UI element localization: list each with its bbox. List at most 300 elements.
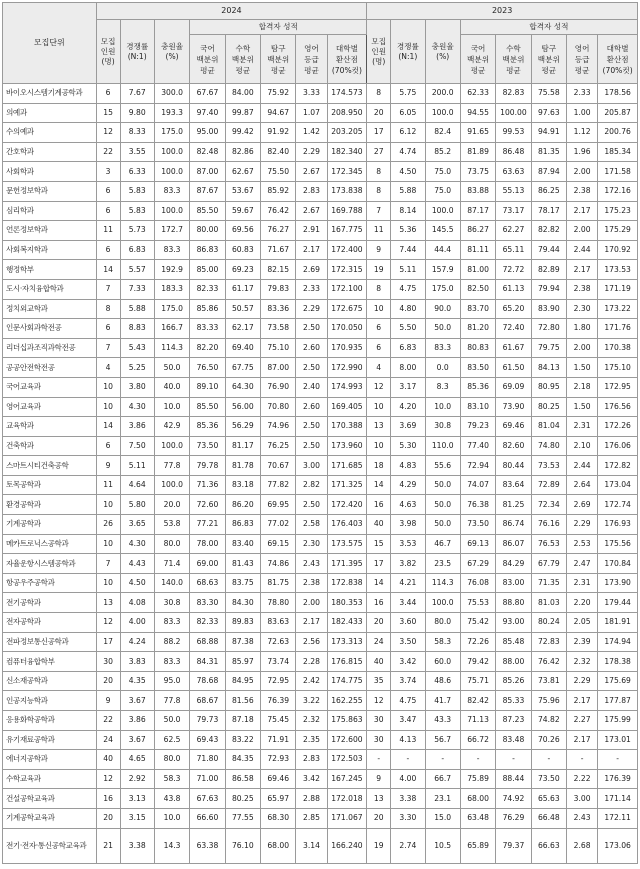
competition-2023-cell: 3.60 [391,613,425,633]
converted-2024-cell: 172.990 [327,358,367,378]
math-2023-cell: 84.29 [496,554,531,574]
converted-2024-cell: 170.388 [327,417,367,437]
fill-rate-2024-cell: 83.3 [154,652,189,672]
unit-name-cell: 언론정보학과 [3,221,97,241]
math-2024-cell: 81.43 [225,554,260,574]
converted-2023-cell: 175.56 [598,534,638,554]
year-2024-header: 2024 [96,3,367,20]
korean-2024-cell: 82.48 [190,142,225,162]
fill-rate-2023-cell: 157.9 [425,260,460,280]
table-row [3,789,638,809]
competition-2024-cell: 5.73 [120,221,154,241]
converted-2023-cell: 175.29 [598,221,638,241]
quota-2023-cell: 16 [367,495,391,515]
competition-2023-cell: 3.74 [391,671,425,691]
english-2024-cell: 2.88 [296,789,327,809]
inquiry-2024-cell: 75.50 [261,162,296,182]
math-2024-cell: 84.00 [225,84,260,104]
fill-rate-2023-cell: 100.0 [425,201,460,221]
english-2024-cell: 3.14 [296,828,327,863]
english-2024-cell: 1.07 [296,103,327,123]
math-2024-cell: 82.86 [225,142,260,162]
converted-2024-cell: 169.405 [327,397,367,417]
inquiry-2024-cell: 68.30 [261,808,296,828]
quota-2023-cell: 12 [367,691,391,711]
inquiry-2024-cell: 83.36 [261,299,296,319]
fill-rate-2023-cell: 50.0 [425,515,460,535]
fill-rate-2024-cell: 140.0 [154,573,189,593]
inquiry-2023-cell: 81.03 [531,593,566,613]
competition-2023-cell: 5.36 [391,221,425,241]
inquiry-2024-cell: 70.67 [261,456,296,476]
korean-2023-cell: 82.50 [460,279,495,299]
converted-2023-cell: 178.38 [598,652,638,672]
math-2023-cell: 61.13 [496,279,531,299]
inquiry-2023-cell: 72.83 [531,632,566,652]
unit-name-cell: 유기재료공학과 [3,730,97,750]
quota-2023-cell: 30 [367,730,391,750]
quota-2024-cell: 3 [96,162,120,182]
math-2024-cell: 86.83 [225,515,260,535]
korean-2024-cell: 79.78 [190,456,225,476]
quota-2024-cell: 20 [96,808,120,828]
converted-2023-cell: 200.76 [598,123,638,143]
inquiry-2024-cell: 72.63 [261,632,296,652]
inquiry-2024-cell: 78.80 [261,593,296,613]
converted-2024-cell: 175.863 [327,711,367,731]
quota-2024-cell: 7 [96,554,120,574]
fill-rate-2023-cell: 48.6 [425,671,460,691]
math-2024-cell: 86.20 [225,495,260,515]
converted-2024-cell: 174.573 [327,84,367,104]
math-2023-cell: 88.00 [496,652,531,672]
unit-name-cell: 리더십과조직과학전공 [3,338,97,358]
competition-2023-cell: 4.80 [391,299,425,319]
competition-2023-cell: 5.75 [391,84,425,104]
quota-2023-cell: 13 [367,417,391,437]
fill-rate-2023-cell: 145.5 [425,221,460,241]
fill-rate-header-2023: 충원율 (%) [425,20,460,84]
fill-rate-2023-cell: 58.3 [425,632,460,652]
quota-2023-cell: 8 [367,181,391,201]
score-group-header-2024: 합격자 성적 [190,20,367,35]
english-2023-cell: 2.44 [567,456,598,476]
english-2023-cell: 2.43 [567,808,598,828]
english-2023-cell: 2.39 [567,632,598,652]
korean-2023-cell: 77.40 [460,436,495,456]
table-body [3,84,638,864]
converted-2024-cell: 172.600 [327,730,367,750]
fill-rate-2024-cell: 100.0 [154,201,189,221]
inquiry-2023-cell: 76.53 [531,534,566,554]
converted-2023-cell: 177.87 [598,691,638,711]
fill-rate-2023-cell: 50.0 [425,475,460,495]
competition-2023-cell: 5.11 [391,260,425,280]
competition-2024-cell: 7.33 [120,279,154,299]
english-2023-cell: 2.17 [567,691,598,711]
math-2024-cell: 99.87 [225,103,260,123]
inquiry-header-2023: 탐구 백분위 평균 [531,35,566,84]
fill-rate-2024-cell: 100.0 [154,162,189,182]
inquiry-2023-cell: 79.44 [531,240,566,260]
table-row [3,691,638,711]
english-2023-cell: 2.22 [567,769,598,789]
quota-2023-cell: 19 [367,828,391,863]
math-2024-cell: 56.29 [225,417,260,437]
korean-2024-cell: 67.63 [190,789,225,809]
fill-rate-2023-cell: 56.7 [425,730,460,750]
inquiry-2024-cell: 65.97 [261,789,296,809]
quota-2023-cell: 9 [367,240,391,260]
unit-name-cell: 문헌정보학과 [3,181,97,201]
korean-2023-cell: 73.50 [460,515,495,535]
fill-rate-2024-cell: 50.0 [154,711,189,731]
fill-rate-2023-cell: 15.0 [425,808,460,828]
math-2024-cell: 61.17 [225,279,260,299]
english-2023-cell: 2.17 [567,260,598,280]
converted-2024-cell: 182.433 [327,613,367,633]
korean-2023-cell: 76.08 [460,573,495,593]
competition-2023-cell: 4.50 [391,162,425,182]
quota-2024-cell: 22 [96,142,120,162]
quota-2023-cell: 19 [367,260,391,280]
english-2024-cell: 2.85 [296,808,327,828]
english-2023-cell: 2.68 [567,828,598,863]
inquiry-2024-cell: 91.92 [261,123,296,143]
converted-2023-cell: 170.38 [598,338,638,358]
fill-rate-2024-cell: 77.8 [154,456,189,476]
math-2024-cell: 60.83 [225,240,260,260]
unit-name-cell: 전자공학과 [3,613,97,633]
unit-name-cell: 자율운항시스템공학과 [3,554,97,574]
unit-name-cell: 수의예과 [3,123,97,143]
math-2024-cell: 50.57 [225,299,260,319]
quota-2023-cell: 18 [367,456,391,476]
english-2024-cell: 2.50 [296,436,327,456]
korean-2024-cell: 85.86 [190,299,225,319]
english-2023-cell: 2.47 [567,554,598,574]
unit-name-cell: 공공안전학전공 [3,358,97,378]
math-2024-cell: 59.67 [225,201,260,221]
korean-2024-cell: 78.68 [190,671,225,691]
quota-2024-cell: 6 [96,201,120,221]
inquiry-2024-cell: 75.92 [261,84,296,104]
inquiry-2024-cell: 68.00 [261,828,296,863]
fill-rate-2023-cell: 90.0 [425,299,460,319]
table-row [3,495,638,515]
fill-rate-header-2024: 충원율 (%) [154,20,189,84]
converted-2023-cell: 174.94 [598,632,638,652]
english-2024-cell: 2.56 [296,632,327,652]
table-row [3,358,638,378]
competition-2023-cell: 3.42 [391,652,425,672]
competition-2024-cell: 7.50 [120,436,154,456]
korean-2023-cell: 72.26 [460,632,495,652]
english-2024-cell: 2.32 [296,711,327,731]
converted-2023-cell: 173.22 [598,299,638,319]
fill-rate-2023-cell: 75.0 [425,162,460,182]
competition-2023-cell: 4.63 [391,495,425,515]
english-2023-cell: 2.31 [567,573,598,593]
table-header [3,3,638,84]
inquiry-2024-cell: 71.67 [261,240,296,260]
english-2023-cell: 2.38 [567,279,598,299]
unit-name-cell: 전기·전자·통신공학교육과 [3,828,97,863]
competition-2024-cell: 3.86 [120,711,154,731]
math-2024-cell: 83.18 [225,475,260,495]
table-row [3,260,638,280]
inquiry-2024-cell: 74.86 [261,554,296,574]
korean-2024-cell: 67.67 [190,84,225,104]
competition-header-2024: 경쟁률 (N:1) [120,20,154,84]
quota-2024-cell: 10 [96,534,120,554]
fill-rate-2024-cell: 88.2 [154,632,189,652]
fill-rate-2024-cell: 40.0 [154,377,189,397]
fill-rate-2023-cell: 50.0 [425,319,460,339]
unit-name-cell: 간호학과 [3,142,97,162]
math-2023-cell: 76.29 [496,808,531,828]
korean-2023-cell: 82.42 [460,691,495,711]
fill-rate-2023-cell: 82.4 [425,123,460,143]
korean-2024-cell: 95.00 [190,123,225,143]
math-2024-cell: 99.42 [225,123,260,143]
english-2024-cell: 2.00 [296,593,327,613]
inquiry-2024-cell: 83.63 [261,613,296,633]
fill-rate-2024-cell: 193.3 [154,103,189,123]
table-row [3,103,638,123]
table-row [3,201,638,221]
competition-header-2023: 경쟁률 (N:1) [391,20,425,84]
english-2023-cell: 2.29 [567,515,598,535]
competition-2023-cell: 4.75 [391,691,425,711]
table-row [3,162,638,182]
converted-header-2023: 대학별 환산점 (70%컷) [598,35,638,84]
table-row [3,593,638,613]
unit-name-cell: 환경공학과 [3,495,97,515]
converted-2023-cell: 179.44 [598,593,638,613]
unit-name-cell: 전기공학과 [3,593,97,613]
inquiry-2024-cell: 77.82 [261,475,296,495]
quota-2024-cell: 6 [96,84,120,104]
quota-2024-cell: 15 [96,103,120,123]
converted-2023-cell: - [598,750,638,770]
math-2024-cell: 76.10 [225,828,260,863]
inquiry-2023-cell: 72.89 [531,475,566,495]
english-2023-cell: 2.27 [567,711,598,731]
english-2024-cell: 3.22 [296,691,327,711]
converted-2024-cell: 172.400 [327,240,367,260]
table-row [3,319,638,339]
korean-2023-cell: 63.48 [460,808,495,828]
english-2023-cell: 1.00 [567,103,598,123]
math-2023-cell: 81.25 [496,495,531,515]
competition-2024-cell: 5.43 [120,338,154,358]
math-2023-cell: 85.33 [496,691,531,711]
math-2023-cell: 83.00 [496,573,531,593]
korean-2023-cell: 65.89 [460,828,495,863]
fill-rate-2023-cell: 23.5 [425,554,460,574]
converted-2024-cell: 172.315 [327,260,367,280]
inquiry-2023-cell: 84.13 [531,358,566,378]
unit-name-cell: 기계공학교육과 [3,808,97,828]
korean-2023-cell: 74.07 [460,475,495,495]
competition-2023-cell: 4.20 [391,397,425,417]
competition-2024-cell: 5.83 [120,201,154,221]
inquiry-2023-cell: 73.81 [531,671,566,691]
competition-2024-cell: 4.65 [120,750,154,770]
converted-2023-cell: 173.04 [598,475,638,495]
fill-rate-2024-cell: 10.0 [154,808,189,828]
converted-2024-cell: 171.685 [327,456,367,476]
competition-2023-cell: 8.00 [391,358,425,378]
korean-2024-cell: 82.33 [190,613,225,633]
converted-2023-cell: 170.84 [598,554,638,574]
converted-2023-cell: 171.58 [598,162,638,182]
korean-2024-cell: 76.50 [190,358,225,378]
competition-2024-cell: 3.13 [120,789,154,809]
converted-2023-cell: 185.34 [598,142,638,162]
math-2023-cell: 82.83 [496,84,531,104]
korean-2024-cell: 71.36 [190,475,225,495]
korean-2024-cell: 84.31 [190,652,225,672]
unit-name-cell: 영어교육과 [3,397,97,417]
korean-2023-cell: 72.94 [460,456,495,476]
competition-2023-cell: 7.44 [391,240,425,260]
table-row [3,84,638,104]
math-2023-cell: 86.48 [496,142,531,162]
competition-2024-cell: 3.83 [120,652,154,672]
inquiry-2024-cell: 72.93 [261,750,296,770]
inquiry-2023-cell: 65.63 [531,789,566,809]
math-2024-cell: 81.56 [225,691,260,711]
korean-2024-cell: 66.60 [190,808,225,828]
converted-2024-cell: 167.775 [327,221,367,241]
math-2024-cell: 56.00 [225,397,260,417]
converted-2024-cell: 170.935 [327,338,367,358]
inquiry-2024-cell: 77.02 [261,515,296,535]
korean-2024-cell: 87.67 [190,181,225,201]
converted-2024-cell: 172.675 [327,299,367,319]
math-2023-cell: 100.00 [496,103,531,123]
korean-2024-cell: 83.33 [190,319,225,339]
fill-rate-2023-cell: 114.3 [425,573,460,593]
competition-2024-cell: 5.83 [120,181,154,201]
unit-name-cell: 전파정보통신공학과 [3,632,97,652]
english-2023-cell: 2.38 [567,181,598,201]
math-2023-cell: 83.64 [496,475,531,495]
converted-header-2024: 대학별 환산점 (70%컷) [327,35,367,84]
korean-2024-cell: 73.50 [190,436,225,456]
english-2024-cell: 2.91 [296,221,327,241]
fill-rate-2023-cell: 8.3 [425,377,460,397]
korean-2023-cell: 68.00 [460,789,495,809]
quota-2023-cell: 15 [367,534,391,554]
quota-2024-cell: 21 [96,828,120,863]
competition-2024-cell: 5.80 [120,495,154,515]
math-2023-cell: 72.72 [496,260,531,280]
converted-2024-cell: 174.993 [327,377,367,397]
fill-rate-2023-cell: 46.7 [425,534,460,554]
inquiry-2024-cell: 73.58 [261,319,296,339]
math-2024-cell: 62.67 [225,162,260,182]
quota-2023-cell: 7 [367,201,391,221]
unit-name-cell: 사회학과 [3,162,97,182]
quota-2023-cell: 9 [367,769,391,789]
fill-rate-2024-cell: 53.8 [154,515,189,535]
inquiry-2023-cell: 94.91 [531,123,566,143]
inquiry-2024-cell: 85.92 [261,181,296,201]
table-row [3,808,638,828]
inquiry-2023-cell: 79.75 [531,338,566,358]
converted-2024-cell: 173.313 [327,632,367,652]
fill-rate-2024-cell: 42.9 [154,417,189,437]
quota-2024-cell: 22 [96,711,120,731]
inquiry-2023-cell: 73.53 [531,456,566,476]
converted-2024-cell: 172.100 [327,279,367,299]
competition-2024-cell: 3.67 [120,730,154,750]
fill-rate-2023-cell: 100.0 [425,593,460,613]
converted-2023-cell: 173.53 [598,260,638,280]
converted-2023-cell: 172.16 [598,181,638,201]
quota-2024-cell: 6 [96,319,120,339]
math-2023-cell: 63.63 [496,162,531,182]
fill-rate-2024-cell: 175.0 [154,123,189,143]
competition-2023-cell: 3.44 [391,593,425,613]
competition-2024-cell: 4.30 [120,397,154,417]
english-2023-cell: 2.00 [567,162,598,182]
table-row [3,279,638,299]
competition-2023-cell: 3.98 [391,515,425,535]
inquiry-2024-cell: 76.42 [261,201,296,221]
converted-2024-cell: 172.345 [327,162,367,182]
fill-rate-2023-cell: 60.0 [425,652,460,672]
unit-name-cell: 국어교육과 [3,377,97,397]
competition-2023-cell: 4.29 [391,475,425,495]
korean-2024-cell: 68.88 [190,632,225,652]
competition-2024-cell: 4.35 [120,671,154,691]
english-2023-cell: 2.69 [567,495,598,515]
competition-2023-cell: 6.05 [391,103,425,123]
korean-2023-cell: 79.23 [460,417,495,437]
unit-name-cell: 스마트시티건축공학 [3,456,97,476]
math-2023-cell: 86.74 [496,515,531,535]
fill-rate-2024-cell: 192.9 [154,260,189,280]
english-2023-cell: 2.17 [567,730,598,750]
inquiry-2024-cell: 81.75 [261,573,296,593]
quota-2024-cell: 13 [96,593,120,613]
english-2023-cell: - [567,750,598,770]
quota-2024-cell: 6 [96,181,120,201]
korean-2023-cell: 81.20 [460,319,495,339]
inquiry-2023-cell: 87.94 [531,162,566,182]
fill-rate-2023-cell: 50.0 [425,495,460,515]
korean-2023-cell: 75.42 [460,613,495,633]
fill-rate-2023-cell: 110.0 [425,436,460,456]
quota-2024-cell: 10 [96,573,120,593]
math-2024-cell: 80.25 [225,789,260,809]
unit-name-cell: 수학교육과 [3,769,97,789]
table-row [3,221,638,241]
fill-rate-2023-cell: 0.0 [425,358,460,378]
math-2023-cell: - [496,750,531,770]
competition-2023-cell: 4.74 [391,142,425,162]
korean-2024-cell: 85.36 [190,417,225,437]
fill-rate-2023-cell: 85.2 [425,142,460,162]
table-row [3,769,638,789]
fill-rate-2024-cell: 100.0 [154,436,189,456]
korean-2023-cell: 94.55 [460,103,495,123]
quota-2024-cell: 7 [96,338,120,358]
